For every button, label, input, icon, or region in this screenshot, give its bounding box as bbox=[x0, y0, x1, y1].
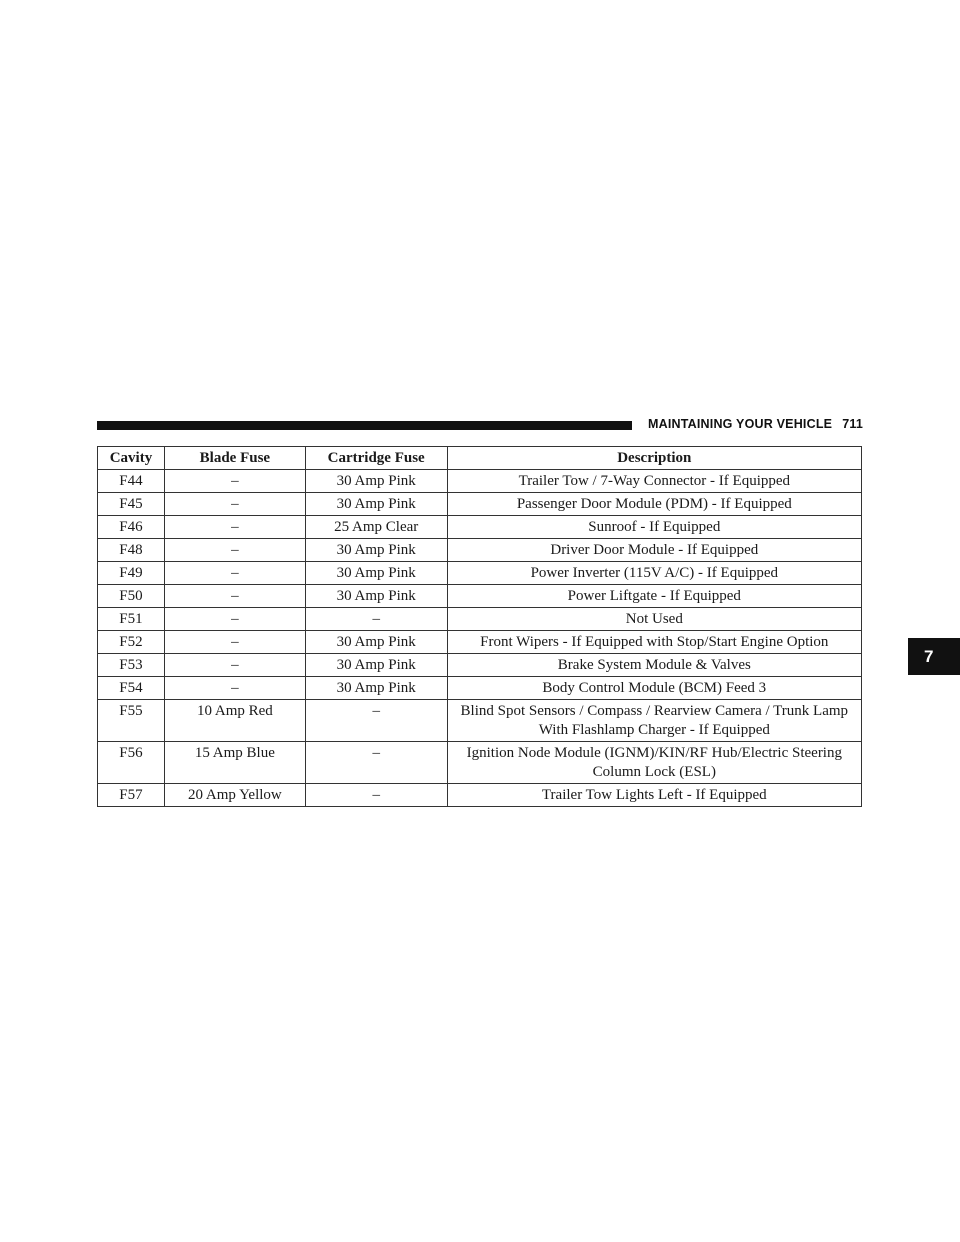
cell-cartridge-fuse: – bbox=[305, 608, 447, 631]
table-row bbox=[98, 470, 862, 493]
cell-blade-fuse: – bbox=[164, 562, 305, 585]
cell-cavity: F46 bbox=[98, 516, 165, 539]
cell-description: Passenger Door Module (PDM) - If Equipped bbox=[447, 493, 861, 516]
cell-blade-fuse: – bbox=[164, 631, 305, 654]
cell-cavity: F52 bbox=[98, 631, 165, 654]
cell-blade-fuse: – bbox=[164, 677, 305, 700]
cell-cartridge-fuse: 30 Amp Pink bbox=[305, 470, 447, 493]
column-header-description: Description bbox=[447, 447, 861, 470]
table-row bbox=[98, 608, 862, 631]
column-header-cavity: Cavity bbox=[98, 447, 165, 470]
table-row bbox=[98, 700, 862, 742]
cell-description: Front Wipers - If Equipped with Stop/Start Engine Option bbox=[447, 631, 861, 654]
cell-cartridge-fuse: 30 Amp Pink bbox=[305, 585, 447, 608]
cell-description: Body Control Module (BCM) Feed 3 bbox=[447, 677, 861, 700]
cell-blade-fuse: – bbox=[164, 516, 305, 539]
table-row bbox=[98, 631, 862, 654]
table-header-row bbox=[98, 447, 862, 470]
cell-cartridge-fuse: – bbox=[305, 700, 447, 742]
table-row bbox=[98, 516, 862, 539]
running-header bbox=[648, 417, 863, 431]
fuse-table-body bbox=[98, 470, 862, 807]
page-number: 711 bbox=[842, 417, 863, 431]
cell-cartridge-fuse: 30 Amp Pink bbox=[305, 562, 447, 585]
cell-cavity: F51 bbox=[98, 608, 165, 631]
cell-blade-fuse: – bbox=[164, 470, 305, 493]
cell-cartridge-fuse: 30 Amp Pink bbox=[305, 631, 447, 654]
cell-cavity: F56 bbox=[98, 742, 165, 784]
header-rule bbox=[97, 421, 632, 430]
cell-cavity: F48 bbox=[98, 539, 165, 562]
cell-cavity: F45 bbox=[98, 493, 165, 516]
cell-cartridge-fuse: 30 Amp Pink bbox=[305, 677, 447, 700]
cell-blade-fuse: 10 Amp Red bbox=[164, 700, 305, 742]
table-row bbox=[98, 784, 862, 807]
table-row bbox=[98, 493, 862, 516]
cell-description: Blind Spot Sensors / Compass / Rearview Camera / Trunk Lamp With Flashlamp Charger - If Equipped bbox=[447, 700, 861, 742]
column-header-cartridge-fuse: Cartridge Fuse bbox=[305, 447, 447, 470]
fuse-table bbox=[97, 446, 862, 807]
table-row bbox=[98, 654, 862, 677]
cell-cartridge-fuse: 30 Amp Pink bbox=[305, 654, 447, 677]
cell-description: Sunroof - If Equipped bbox=[447, 516, 861, 539]
cell-description: Trailer Tow / 7-Way Connector - If Equipped bbox=[447, 470, 861, 493]
column-header-blade-fuse: Blade Fuse bbox=[164, 447, 305, 470]
cell-blade-fuse: – bbox=[164, 493, 305, 516]
cell-description: Power Liftgate - If Equipped bbox=[447, 585, 861, 608]
cell-cartridge-fuse: 25 Amp Clear bbox=[305, 516, 447, 539]
cell-blade-fuse: 20 Amp Yellow bbox=[164, 784, 305, 807]
table-row bbox=[98, 539, 862, 562]
table-row bbox=[98, 562, 862, 585]
section-title: MAINTAINING YOUR VEHICLE bbox=[648, 417, 833, 431]
cell-cavity: F50 bbox=[98, 585, 165, 608]
cell-blade-fuse: – bbox=[164, 539, 305, 562]
cell-cavity: F55 bbox=[98, 700, 165, 742]
cell-blade-fuse: – bbox=[164, 608, 305, 631]
table-row bbox=[98, 677, 862, 700]
cell-cavity: F53 bbox=[98, 654, 165, 677]
cell-description: Driver Door Module - If Equipped bbox=[447, 539, 861, 562]
cell-cavity: F44 bbox=[98, 470, 165, 493]
table-row bbox=[98, 585, 862, 608]
chapter-tab: 7 bbox=[908, 638, 960, 675]
cell-description: Brake System Module & Valves bbox=[447, 654, 861, 677]
cell-cartridge-fuse: 30 Amp Pink bbox=[305, 539, 447, 562]
cell-blade-fuse: – bbox=[164, 654, 305, 677]
cell-description: Ignition Node Module (IGNM)/KIN/RF Hub/Electric Steering Column Lock (ESL) bbox=[447, 742, 861, 784]
table-row bbox=[98, 742, 862, 784]
cell-description: Not Used bbox=[447, 608, 861, 631]
cell-cavity: F54 bbox=[98, 677, 165, 700]
cell-cartridge-fuse: – bbox=[305, 742, 447, 784]
cell-cartridge-fuse: – bbox=[305, 784, 447, 807]
cell-description: Power Inverter (115V A/C) - If Equipped bbox=[447, 562, 861, 585]
cell-cartridge-fuse: 30 Amp Pink bbox=[305, 493, 447, 516]
cell-description: Trailer Tow Lights Left - If Equipped bbox=[447, 784, 861, 807]
cell-cavity: F49 bbox=[98, 562, 165, 585]
cell-cavity: F57 bbox=[98, 784, 165, 807]
cell-blade-fuse: 15 Amp Blue bbox=[164, 742, 305, 784]
cell-blade-fuse: – bbox=[164, 585, 305, 608]
